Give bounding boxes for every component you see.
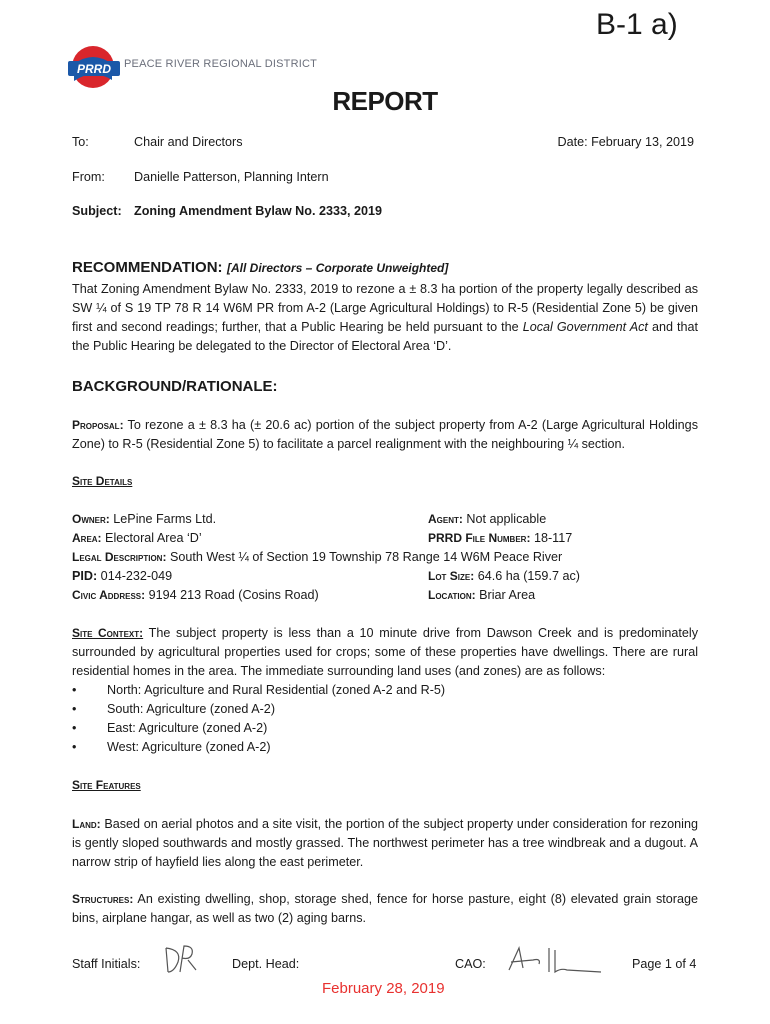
owner-label: Owner: xyxy=(72,512,110,526)
location-value: Briar Area xyxy=(475,588,536,602)
land-text: Based on aerial photos and a site visit, the portion of the subject property under consideration for rezoning is gently sloped southwards and mostly grassed. The northwest perimeter has a tree windbreak and a dugout. A narrow strip of hayfield lies along the east perimeter. xyxy=(72,817,698,869)
civic-address-value: 9194 213 Road (Cosins Road) xyxy=(145,588,319,602)
land-label: Land: xyxy=(72,817,101,831)
background-heading: BACKGROUND/RATIONALE: xyxy=(72,378,278,395)
pid-row xyxy=(72,567,172,586)
recommendation-heading: RECOMMENDATION xyxy=(72,259,218,276)
site-details-heading: Site Details xyxy=(72,474,133,488)
subject-label: Subject: xyxy=(72,204,122,218)
location-row xyxy=(428,586,535,605)
recommendation-heading-row xyxy=(72,259,448,277)
bullet-text: North: Agriculture and Rural Residential (zoned A-2 and R-5) xyxy=(107,683,446,697)
area-label: Area: xyxy=(72,531,102,545)
stamp-date: February 28, 2019 xyxy=(322,980,445,997)
location-label: Location: xyxy=(428,588,476,602)
recommendation-colon: : xyxy=(217,259,223,276)
owner-value: LePine Farms Ltd. xyxy=(109,512,217,526)
agent-row xyxy=(428,510,546,529)
lot-size-row xyxy=(428,567,580,586)
logo-text: PRRD xyxy=(76,62,112,76)
file-number-value: 18-117 xyxy=(530,531,573,545)
pid-label: PID: xyxy=(72,569,98,583)
site-context-label: Site Context: xyxy=(72,626,144,640)
bullet-glyph: • xyxy=(72,683,77,697)
to-value: Chair and Directors xyxy=(134,135,243,149)
report-date: Date: February 13, 2019 xyxy=(557,135,694,149)
recommendation-text xyxy=(72,280,698,356)
from-label: From: xyxy=(72,170,105,184)
file-number-label: PRRD File Number: xyxy=(428,531,531,545)
site-context-paragraph xyxy=(72,624,698,681)
to-label: To: xyxy=(72,135,89,149)
bullet-text: East: Agriculture (zoned A-2) xyxy=(107,721,268,735)
dept-head-label: Dept. Head: xyxy=(232,957,300,971)
page-number: Page 1 of 4 xyxy=(632,957,697,971)
staff-initials-signature-icon xyxy=(160,942,200,978)
file-number-row xyxy=(428,529,572,548)
bullet-glyph: • xyxy=(72,702,77,716)
recommendation-text-a: That Zoning Amendment Bylaw No. 2333, 2019 to rezone a ± 8.3 ha portion of the property legally described as SW ¼ of S 19 TP 78 R 14 W6M PR from A-2 (Large Agricultural Holdings) to R-5 (Residential Zone 5) be given first and second readings; further, that a Public Hearing be held pursuant to the xyxy=(72,282,698,334)
lot-size-label: Lot Size: xyxy=(428,569,475,583)
vote-type: [All Directors – Corporate Unweighted] xyxy=(227,261,449,275)
org-name: PEACE RIVER REGIONAL DISTRICT xyxy=(124,58,318,70)
structures-paragraph xyxy=(72,890,698,928)
bullet-text: West: Agriculture (zoned A-2) xyxy=(107,740,271,754)
recommendation-text-b: and that the Public Hearing be delegated to the Director of Electoral Area ‘D’. xyxy=(72,320,698,353)
local-government-act: Local Government Act xyxy=(522,320,648,334)
agent-label: Agent: xyxy=(428,512,463,526)
subject-value: Zoning Amendment Bylaw No. 2333, 2019 xyxy=(134,204,382,218)
proposal-paragraph xyxy=(72,416,698,454)
from-value: Danielle Patterson, Planning Intern xyxy=(134,170,329,184)
page-tag: B-1 a) xyxy=(596,8,678,41)
land-paragraph xyxy=(72,815,698,872)
bullet-text: South: Agriculture (zoned A-2) xyxy=(107,702,276,716)
legal-description-row xyxy=(72,548,562,567)
pid-value: 014-232-049 xyxy=(97,569,173,583)
proposal-label: Proposal: xyxy=(72,418,124,432)
report-title: REPORT xyxy=(332,86,438,116)
staff-initials-label: Staff Initials: xyxy=(72,957,141,971)
agent-value: Not applicable xyxy=(462,512,547,526)
bullet-glyph: • xyxy=(72,721,77,735)
lot-size-value: 64.6 ha (159.7 ac) xyxy=(474,569,580,583)
legal-description-value: South West ¼ of Section 19 Township 78 Range 14 W6M Peace River xyxy=(166,550,563,564)
cao-label: CAO: xyxy=(455,957,486,971)
area-value: Electoral Area ‘D’ xyxy=(101,531,202,545)
civic-address-row xyxy=(72,586,319,605)
owner-row xyxy=(72,510,216,529)
site-features-heading: Site Features xyxy=(72,778,141,792)
area-row xyxy=(72,529,202,548)
legal-description-label: Legal Description: xyxy=(72,550,167,564)
proposal-text: To rezone a ± 8.3 ha (± 20.6 ac) portion of the subject property from A-2 (Large Agricultural Holdings Zone) to R-5 (Residential Zone 5) to facilitate a parcel realignment with the neighbouring ¼ section. xyxy=(72,418,698,451)
cao-signature-icon xyxy=(505,942,605,978)
structures-text: An existing dwelling, shop, storage shed, fence for horse pasture, eight (8) elevated grain storage bins, airplane hangar, as well as two (2) aging barns. xyxy=(72,892,698,925)
site-context-text: The subject property is less than a 10 minute drive from Dawson Creek and is predominately surrounded by agricultural properties used for crops; some of these properties have dwellings. There are rural residential homes in the area. The immediate surrounding land uses (and zones) are as follows: xyxy=(72,626,698,678)
structures-label: Structures: xyxy=(72,892,134,906)
civic-address-label: Civic Address: xyxy=(72,588,146,602)
bullet-glyph: • xyxy=(72,740,77,754)
